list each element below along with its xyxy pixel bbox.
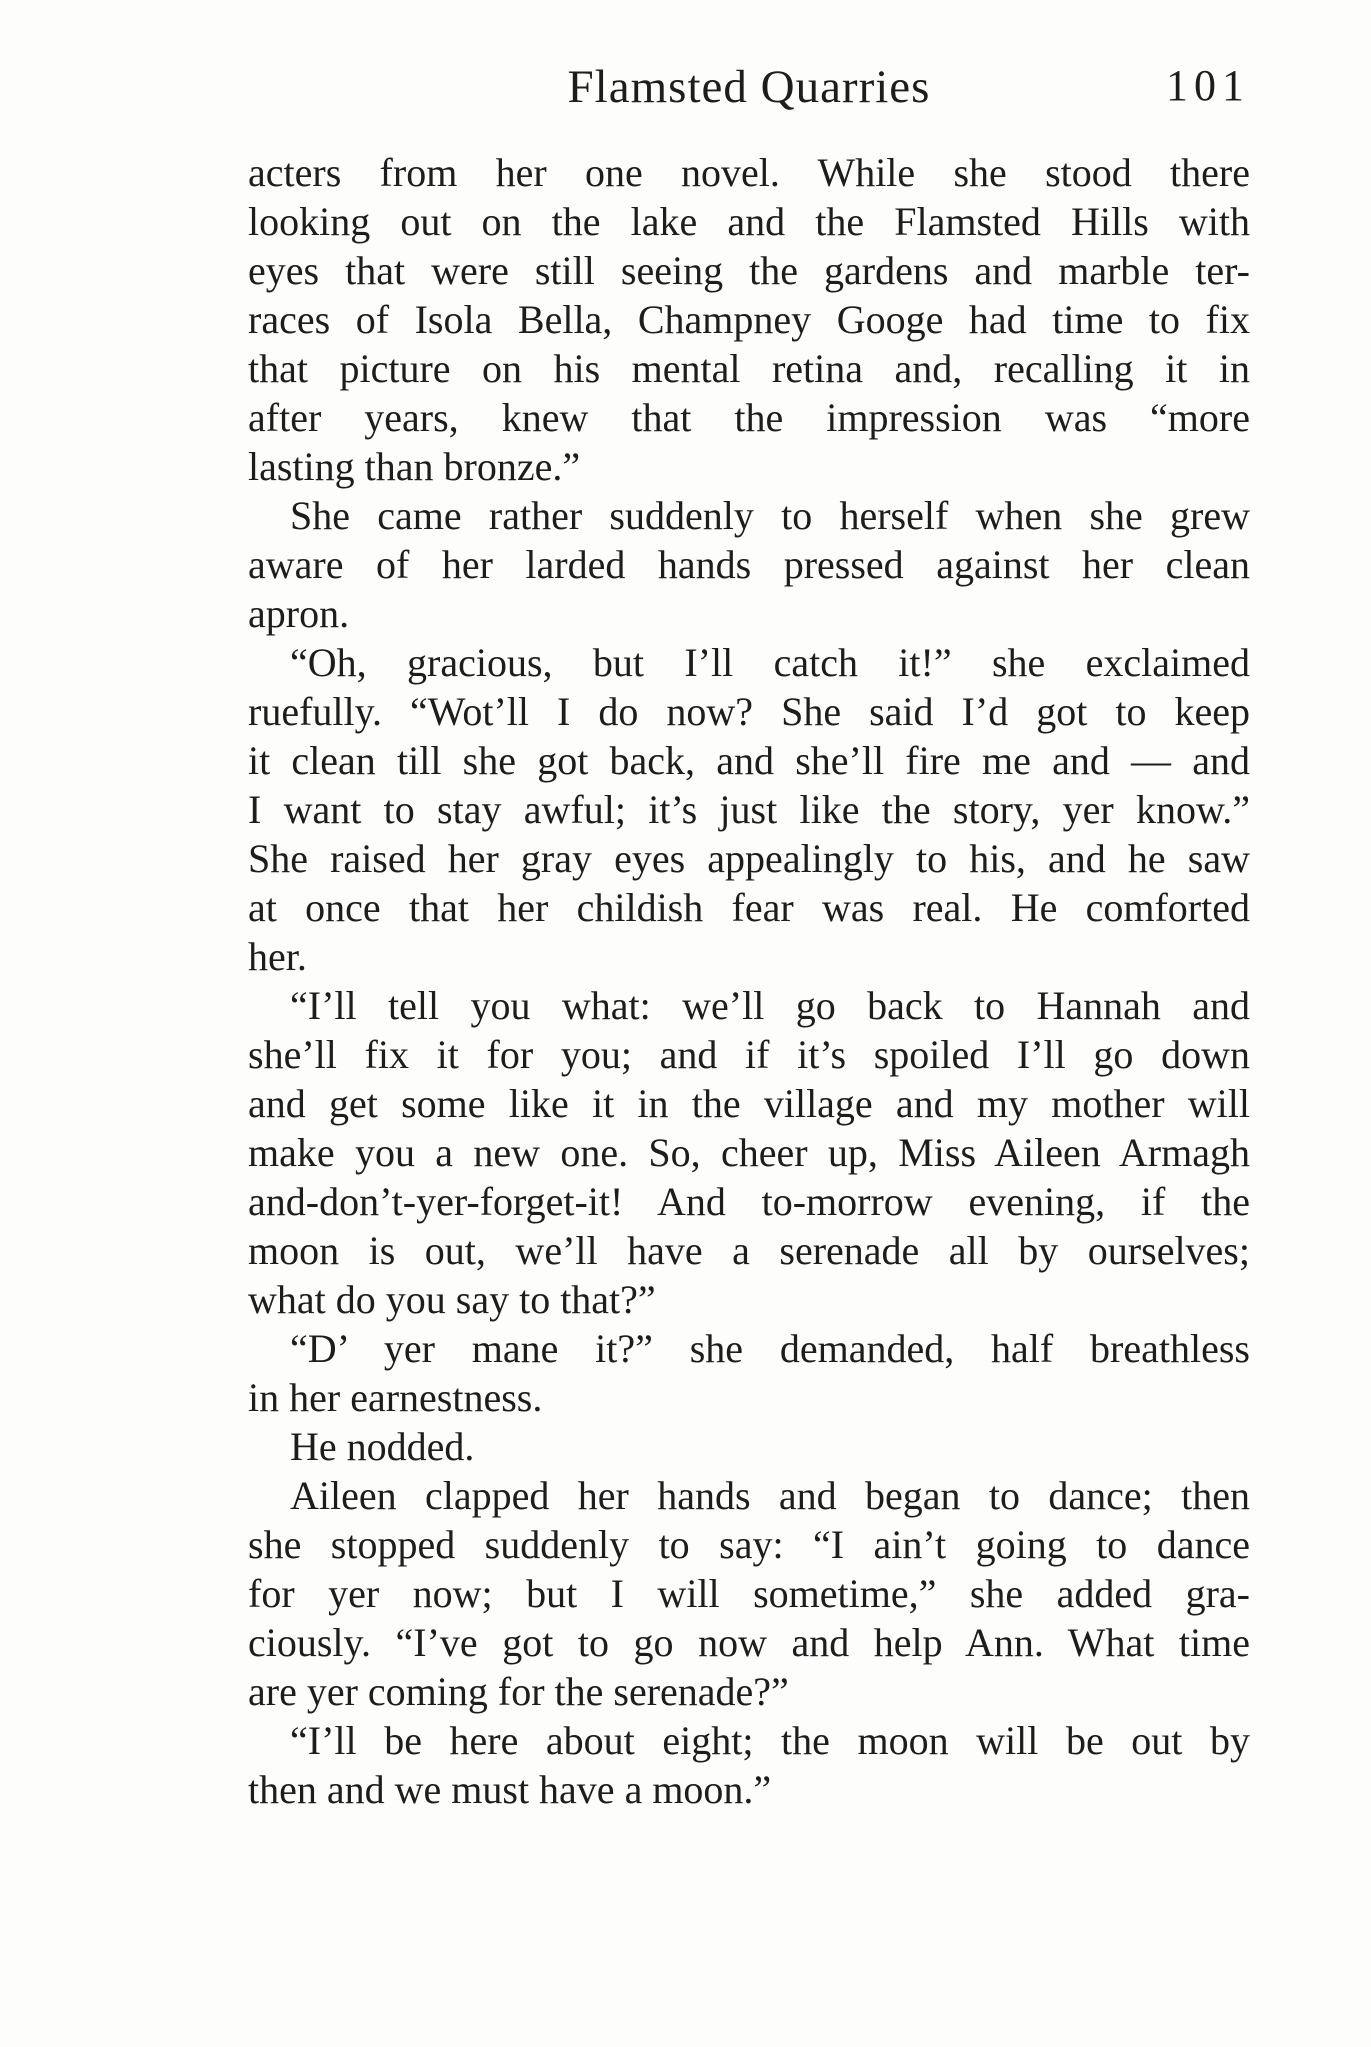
text-line: He nodded. (290, 1424, 475, 1469)
text-line: ciously. “I’ve got to go now and help Ann. What time (248, 1620, 1250, 1665)
text-line: it clean till she got back, and she’ll fire me and — and (248, 738, 1250, 783)
paragraph (248, 981, 1250, 1324)
text-line: that picture on his mental retina and, recalling it in (248, 346, 1250, 391)
paragraph (248, 1324, 1250, 1422)
text-line: moon is out, we’ll have a serenade all by ourselves; (248, 1228, 1250, 1273)
text-line: Aileen clapped her hands and began to dance; then (290, 1473, 1250, 1518)
text-line: and get some like it in the village and my mother will (248, 1081, 1250, 1126)
text-line: “I’ll tell you what: we’ll go back to Hannah and (290, 983, 1250, 1028)
text-line: what do you say to that?” (248, 1277, 656, 1322)
text-line: then and we must have a moon.” (248, 1767, 772, 1812)
text-line: acters from her one novel. While she stood there (248, 150, 1250, 195)
text-line: at once that her childish fear was real. He comforted (248, 885, 1250, 930)
text-line: in her earnestness. (248, 1375, 543, 1420)
page-header (248, 60, 1250, 124)
text-line: “Oh, gracious, but I’ll catch it!” she exclaimed (290, 640, 1250, 685)
text-line: looking out on the lake and the Flamsted Hills with (248, 199, 1250, 244)
page-number: 101 (1166, 61, 1250, 110)
text-line: ruefully. “Wot’ll I do now? She said I’d got to keep (248, 689, 1250, 734)
text-line: lasting than bronze.” (248, 444, 581, 489)
text-line: she’ll fix it for you; and if it’s spoiled I’ll go down (248, 1032, 1250, 1077)
running-title: Flamsted Quarries (567, 61, 931, 113)
text-line: after years, knew that the impression was “more (248, 395, 1250, 440)
text-line: make you a new one. So, cheer up, Miss Aileen Armagh (248, 1130, 1250, 1175)
text-line: aware of her larded hands pressed against her clean (248, 542, 1250, 587)
text-line: eyes that were still seeing the gardens and marble ter- (248, 248, 1250, 293)
text-line: for yer now; but I will sometime,” she added gra- (248, 1571, 1250, 1616)
text-line: She raised her gray eyes appealingly to his, and he saw (248, 836, 1250, 881)
body-text (248, 148, 1250, 1814)
text-line: She came rather suddenly to herself when she grew (290, 493, 1250, 538)
text-line: are yer coming for the serenade?” (248, 1669, 789, 1714)
paragraph (248, 1422, 1250, 1471)
text-line: apron. (248, 591, 350, 636)
text-line: and-don’t-yer-forget-it! And to-morrow evening, if the (248, 1179, 1250, 1224)
paragraph (248, 148, 1250, 491)
text-line: “D’ yer mane it?” she demanded, half breathless (290, 1326, 1250, 1371)
paragraph (248, 491, 1250, 638)
paragraph (248, 1471, 1250, 1716)
paragraph (248, 1716, 1250, 1814)
paragraph (248, 638, 1250, 981)
text-line: she stopped suddenly to say: “I ain’t going to dance (248, 1522, 1250, 1567)
text-line: “I’ll be here about eight; the moon will be out by (290, 1718, 1250, 1763)
text-line: her. (248, 934, 307, 979)
text-line: I want to stay awful; it’s just like the story, yer know.” (248, 787, 1250, 832)
text-line: races of Isola Bella, Champney Googe had time to fix (248, 297, 1250, 342)
